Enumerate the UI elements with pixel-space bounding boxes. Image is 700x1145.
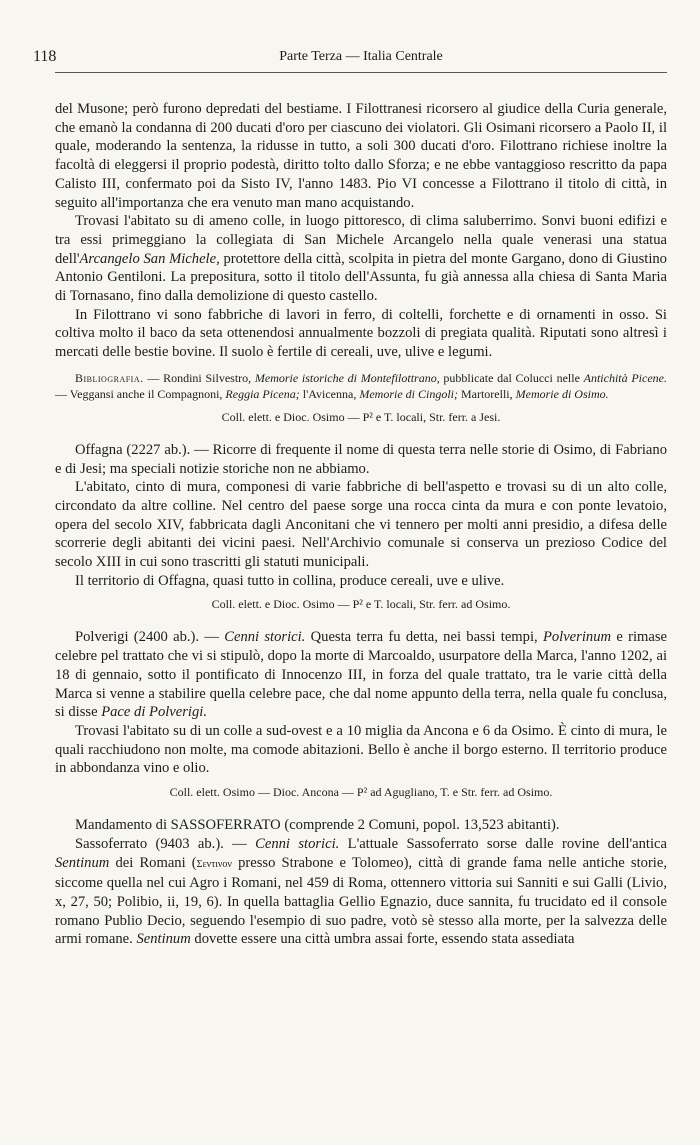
filottrano-paragraph-3: In Filottrano vi sono fabbriche di lavori in ferro, di coltelli, forchette e di ornamenti in osso. Si coltiva molto il baco da seta ottenendosi annualmente bozzoli di pregiata qualità. Riputati sono altresì i mercati delle bestie bovine. Il suolo è fertile di cereali, uve, ulive e legumi. bbox=[55, 306, 667, 361]
polverigi-entry bbox=[55, 628, 667, 800]
filottrano-bibliography: Bibliografia. — Rondini Silvestro, Memorie istoriche di Montefilottrano, pubblicate dal Colucci nelle Antichità Picene. — Veggansi anche il Compagnoni, Reggia Picena; l'Avicenna, Memorie di Cingoli; Martorelli, Memorie di Osimo. bbox=[55, 370, 667, 402]
offagna-heading: Offagna (2227 ab.). — Ricorre di frequente il nome di questa terra nelle storie di Osimo, di Fabriano e di Jesi; ma speciali notizie storiche non ne abbiamo. bbox=[55, 441, 667, 477]
page-header bbox=[33, 48, 667, 73]
page-body bbox=[55, 100, 667, 949]
polverigi-heading: Polverigi (2400 ab.). — Cenni storici. Questa terra fu detta, nei bassi tempi, Polverinum e rimase celebre pel trattato che vi si stipulò, dopo la morte di Marcoaldo, usurpatore della Marca, l'anno 1202, ai 18 di gennaio, sotto il pontificato di Innocenzo III, in forza del quale trattato, tra le varie città della Marca si venne a stabilire quella celebre pace, che dal nome appunto della terra, nella quale fu conclusa, si disse Pace di Polverigi. bbox=[55, 629, 667, 721]
polverigi-collegio: Coll. elett. Osimo — Dioc. Ancona — P² ad Agugliano, T. e Str. ferr. ad Osimo. bbox=[169, 785, 553, 800]
offagna-paragraph-1: L'abitato, cinto di mura, componesi di varie fabbriche di bell'aspetto e trovasi su di un alto colle, circondato da altre colline. Nel centro del paese sorge una rocca cinta da mura e con ponte levatoio, opera del secolo XIV, fabbricata dagli Anconitani che vi tennero per molti anni presidio, a difesa delle scorrerie degli abitanti dei vicini paesi. Nell'Archivio comunale si conserva un prezioso Codice del secolo XIII in cui sono trascritti gli statuti municipali. bbox=[55, 479, 667, 571]
polverigi-paragraph-1: Trovasi l'abitato su di un colle a sud-ovest e a 10 miglia da Ancona e 6 da Osimo. È cinto di mura, le quali racchiudono non molte, ma comode abitazioni. Bello è anche il borgo esterno. Il territorio produce in abbondanza vino e olio. bbox=[55, 722, 667, 777]
filottrano-paragraph-2: Trovasi l'abitato su di ameno colle, in luogo pittoresco, di clima saluberrimo. Sonvi buoni edifizi e tra essi primeggiano la collegiata di San Michele Arcangelo nella quale venerasi una statua dell'Arcangelo San Michele, protettore della città, scolpita in pietra del monte Gargano, dono di Giustino Antonio Gentiloni. La prepositura, sotto il titolo dell'Assunta, fu già annessa alla chiesa di Santa Maria di Tornasano, fino dalla demolizione di questo castello. bbox=[55, 213, 667, 305]
offagna-paragraph-2: Il territorio di Offagna, quasi tutto in collina, produce cereali, uve e ulive. bbox=[75, 572, 505, 589]
offagna-entry bbox=[55, 441, 667, 613]
running-title: Parte Terza — Italia Centrale bbox=[279, 49, 443, 64]
sassoferrato-heading: Sassoferrato (9403 ab.). — Cenni storici. L'attuale Sassoferrato sorse dalle rovine dell'antica Sentinum dei Romani (Σεντινον presso Strabone e Tolomeo), città di grande fama nelle antiche storie, siccome quella nel cui Agro i Romani, nel 459 di Roma, ottennero vittoria sui Sanniti e sui Galli (Livio, x, 27, 50; Polibio, ii, 19, 6). In quella battaglia Gellio Egnazio, duce sannita, fu trucidato ed il console romano Publio Decio, seguendo l'esempio di suo padre, votò sè stesso alla morte, per la salvezza delle armi romane. Sentinum dovette essere una città umbra assai forte, essendo stata assediata bbox=[55, 835, 667, 948]
filottrano-collegio: Coll. elett. e Dioc. Osimo — P² e T. locali, Str. ferr. a Jesi. bbox=[221, 409, 501, 424]
filottrano-paragraph-1: del Musone; però furono depredati del bestiame. I Filottranesi ricorsero al giudice della Curia generale, che emanò la condanna di 200 ducati d'oro per ciascuno dei violatori. Gli Osimani ricorsero a Paolo II, il quale, moderando la sentenza, la ridusse in tutto, a soli 300 ducati d'oro. Filottrano richiese inoltre la facoltà di eleggersi il proprio podestà, diritto tolto dallo Sforza; e ne ebbe vantaggioso rescritto da papa Calisto III, confermato poi da Sisto IV, l'anno 1483. Pio VI concesse a Filottrano il titolo di città, in seguito all'importanza che era venuto man mano acquistando. bbox=[55, 101, 667, 211]
mandamento-sassoferrato: Mandamento di SASSOFERRATO (comprende 2 Comuni, popol. 13,523 abitanti). bbox=[75, 817, 560, 834]
offagna-collegio: Coll. elett. e Dioc. Osimo — P² e T. locali, Str. ferr. ad Osimo. bbox=[211, 597, 511, 612]
page-number: 118 bbox=[33, 48, 57, 65]
